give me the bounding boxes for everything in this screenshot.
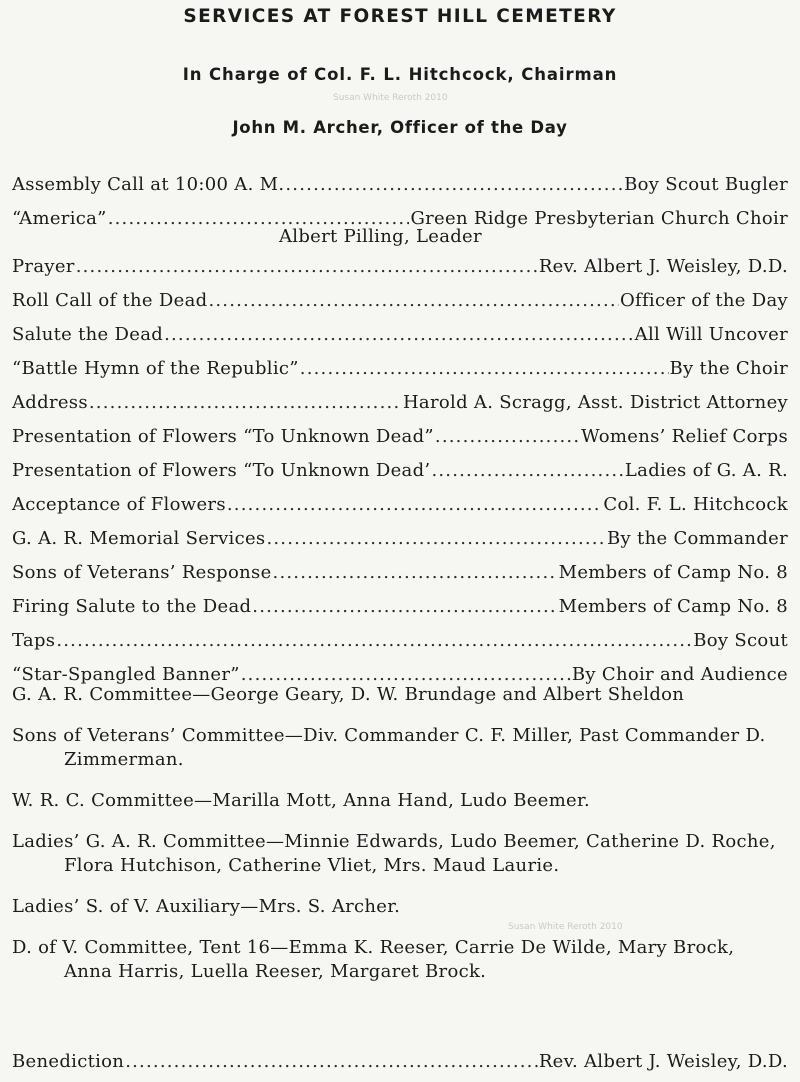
program-row <box>12 556 788 590</box>
program-performer: Green Ridge Presbyterian Church Choir <box>410 208 788 229</box>
program-item: Address <box>12 392 88 413</box>
program-row <box>12 488 788 522</box>
program-item: Presentation of Flowers “To Unknown Dead’ <box>12 460 431 481</box>
program-row <box>12 168 788 202</box>
committee-paragraph: Ladies’ S. of V. Auxiliary—Mrs. S. Archer. <box>12 896 401 917</box>
program-row <box>12 386 788 420</box>
program-row <box>12 590 788 624</box>
leader-dots <box>252 590 557 624</box>
program-performer: All Will Uncover <box>634 324 788 345</box>
program-item: Assembly Call at 10:00 A. M. <box>12 174 285 195</box>
leader-dots <box>76 250 538 284</box>
watermark: Susan White Reroth 2010 <box>508 922 623 932</box>
leader-dots <box>227 488 603 522</box>
program-row <box>12 284 788 318</box>
program-item: Sons of Veterans’ Response <box>12 562 272 583</box>
committee-paragraph: Sons of Veterans’ Committee—Div. Commander C. F. Miller, Past Commander D. Zimmerman. <box>12 725 766 770</box>
leader-dots <box>125 1045 538 1079</box>
program-row <box>12 1045 788 1079</box>
program-item: G. A. R. Memorial Services <box>12 528 266 549</box>
committee-paragraph: G. A. R. Committee—George Geary, D. W. Brundage and Albert Sheldon <box>12 684 685 705</box>
leader-dots <box>435 420 580 454</box>
program-performer: By Choir and Audience <box>571 664 788 685</box>
leader-dots <box>273 556 558 590</box>
program-row <box>12 318 788 352</box>
program-performer: Ladies of G. A. R. <box>624 460 788 481</box>
program-row <box>12 454 788 488</box>
leader-dots <box>164 318 634 352</box>
program-item: Firing Salute to the Dead <box>12 596 252 617</box>
program-row <box>12 352 788 386</box>
leader-dots <box>89 386 402 420</box>
program-item: Roll Call of the Dead <box>12 290 208 311</box>
program-item: “Star-Spangled Banner” <box>12 664 240 685</box>
program-performer: Womens’ Relief Corps <box>581 426 788 447</box>
benediction-section <box>12 1045 788 1079</box>
program-row <box>12 522 788 556</box>
chairman-line: In Charge of Col. F. L. Hitchcock, Chairman <box>182 65 618 84</box>
program-performer: Boy Scout <box>693 630 788 651</box>
watermark: Susan White Reroth 2010 <box>333 93 448 103</box>
program-row <box>12 624 788 658</box>
program-performer: Members of Camp No. 8 <box>558 562 788 583</box>
officer-line: John M. Archer, Officer of the Day <box>232 118 568 137</box>
program-row <box>12 420 788 454</box>
program-performer: Harold A. Scragg, Asst. District Attorney <box>402 392 788 413</box>
program-performer: Rev. Albert J. Weisley, D.D. <box>538 1051 788 1072</box>
program-performer: Rev. Albert J. Weisley, D.D. <box>538 256 788 277</box>
committee-paragraph: Ladies’ G. A. R. Committee—Minnie Edwards, Ludo Beemer, Catherine D. Roche, Flora Hutchison, Catherine Vliet, Mrs. Maud Laurie. <box>12 831 776 876</box>
leader-dots <box>56 624 692 658</box>
leader-dots <box>431 454 623 488</box>
program-item: Benediction <box>12 1051 125 1072</box>
committee-paragraph: W. R. C. Committee—Marilla Mott, Anna Hand, Ludo Beemer. <box>12 790 590 811</box>
program-item: Presentation of Flowers “To Unknown Dead” <box>12 426 434 447</box>
leader-dots <box>285 168 623 202</box>
leader-dots <box>300 352 669 386</box>
page-title: SERVICES AT FOREST HILL CEMETERY <box>183 6 617 27</box>
program-row <box>12 250 788 284</box>
program-item: Salute the Dead <box>12 324 164 345</box>
program-item: Prayer <box>12 256 75 277</box>
program-list <box>12 168 788 692</box>
program-performer: Members of Camp No. 8 <box>558 596 788 617</box>
leader-dots <box>208 284 619 318</box>
program-item: Taps <box>12 630 56 651</box>
program-item: “Battle Hymn of the Republic” <box>12 358 299 379</box>
program-item: “America” <box>12 208 107 229</box>
committee-list <box>12 683 788 1001</box>
program-item: Acceptance of Flowers <box>12 494 226 515</box>
program-performer: Col. F. L. Hitchcock <box>603 494 788 515</box>
program-performer: By the Choir <box>669 358 788 379</box>
program-performer: Officer of the Day <box>619 290 788 311</box>
leader-dots <box>266 522 606 556</box>
program-performer: By the Commander <box>607 528 788 549</box>
program-performer: Boy Scout Bugler <box>624 174 788 195</box>
committee-paragraph: D. of V. Committee, Tent 16—Emma K. Reeser, Carrie De Wilde, Mary Brock, Anna Harris, Luella Reeser, Margaret Brock. <box>12 937 735 982</box>
america-leader-line: Albert Pilling, Leader <box>279 226 482 247</box>
